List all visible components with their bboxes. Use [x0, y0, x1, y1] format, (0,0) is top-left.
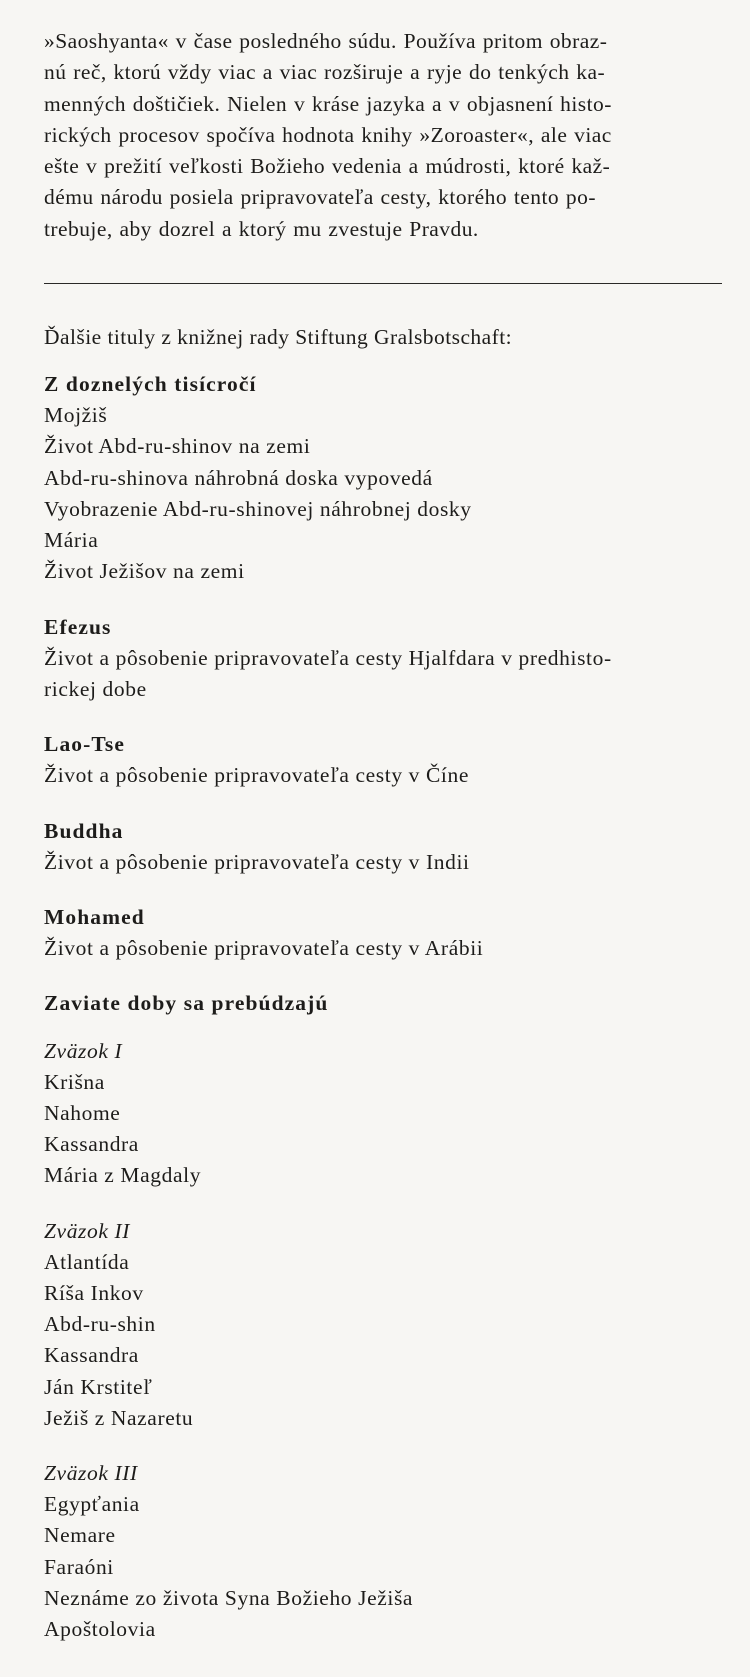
section-description: Život a pôsobenie pripravovateľa cesty Hjalfdara v predhisto-: [44, 645, 612, 670]
volume-title: Zväzok I: [44, 1038, 123, 1063]
list-item: Ján Krstiteľ: [44, 1374, 153, 1399]
list-item: Mária: [44, 528, 99, 553]
list-item: Ríša Inkov: [44, 1280, 144, 1305]
list-item: Nahome: [44, 1100, 121, 1125]
section-heading: Z doznelých tisícročí: [44, 372, 257, 397]
section-description: Život a pôsobenie pripravovateľa cesty v Indii: [44, 849, 470, 874]
list-item: Faraóni: [44, 1554, 114, 1579]
title-list: [44, 369, 724, 1645]
list-item: Egypťania: [44, 1492, 140, 1517]
section-heading: Buddha: [44, 818, 124, 843]
section-mohamed: [44, 902, 724, 964]
intro-line: ešte v prežití veľkosti Božieho vedenia a múdrosti, ktoré kaž-: [44, 154, 611, 179]
intro-line: nú reč, ktorú vždy viac a viac rozširuje a ryje do tenkých ka-: [44, 60, 606, 85]
list-item: Ježiš z Nazaretu: [44, 1405, 194, 1430]
section-description: Život a pôsobenie pripravovateľa cesty v Arábii: [44, 936, 484, 961]
list-item: Život Abd-ru-shinov na zemi: [44, 434, 311, 459]
list-item: Apoštolovia: [44, 1616, 156, 1641]
list-item: Abd-ru-shin: [44, 1312, 156, 1337]
list-item: Atlantída: [44, 1249, 130, 1274]
intro-paragraph: [44, 26, 724, 245]
intro-line: dému národu posiela pripravovateľa cesty, ktorého tento po-: [44, 185, 596, 210]
list-item: Mojžiš: [44, 403, 108, 428]
book-page: [44, 26, 724, 1645]
section-doznelych: [44, 369, 724, 587]
list-item: Vyobrazenie Abd-ru-shinovej náhrobnej dosky: [44, 496, 472, 521]
divider-rule: [44, 283, 722, 284]
intro-line: menných doštičiek. Nielen v kráse jazyka a v objasnení histo-: [44, 91, 612, 116]
section-heading: Mohamed: [44, 904, 145, 929]
list-item: Neznáme zo života Syna Božieho Ježiša: [44, 1585, 414, 1610]
volume-title: Zväzok II: [44, 1218, 131, 1243]
list-item: Kassandra: [44, 1132, 139, 1157]
section-heading: Lao-Tse: [44, 732, 125, 757]
intro-line: trebuje, aby dozrel a ktorý mu zvestuje Pravdu.: [44, 216, 479, 241]
series-title: Ďalšie tituly z knižnej rady Stiftung Gralsbotschaft:: [44, 325, 513, 350]
section-description: Život a pôsobenie pripravovateľa cesty v Číne: [44, 763, 470, 788]
list-item: Kassandra: [44, 1343, 139, 1368]
intro-line: rických procesov spočíva hodnota knihy »Zoroaster«, ale viac: [44, 122, 612, 147]
list-item: Život Ježišov na zemi: [44, 559, 245, 584]
list-item: Abd-ru-shinova náhrobná doska vypovedá: [44, 465, 433, 490]
list-item: Nemare: [44, 1523, 116, 1548]
section-zaviate-doby: [44, 988, 724, 1645]
list-item: Mária z Magdaly: [44, 1163, 202, 1188]
section-efezus: [44, 612, 724, 706]
section-heading: Zaviate doby sa prebúdzajú: [44, 991, 329, 1016]
volume-title: Zväzok III: [44, 1460, 138, 1485]
volume-3: [44, 1458, 724, 1645]
intro-line: »Saoshyanta« v čase posledného súdu. Používa pritom obraz-: [44, 29, 608, 53]
section-description: rickej dobe: [44, 676, 147, 701]
section-buddha: [44, 816, 724, 878]
list-item: Krišna: [44, 1069, 105, 1094]
section-heading: Efezus: [44, 614, 112, 639]
volume-1: [44, 1036, 724, 1192]
section-lao-tse: [44, 729, 724, 791]
volume-2: [44, 1216, 724, 1434]
